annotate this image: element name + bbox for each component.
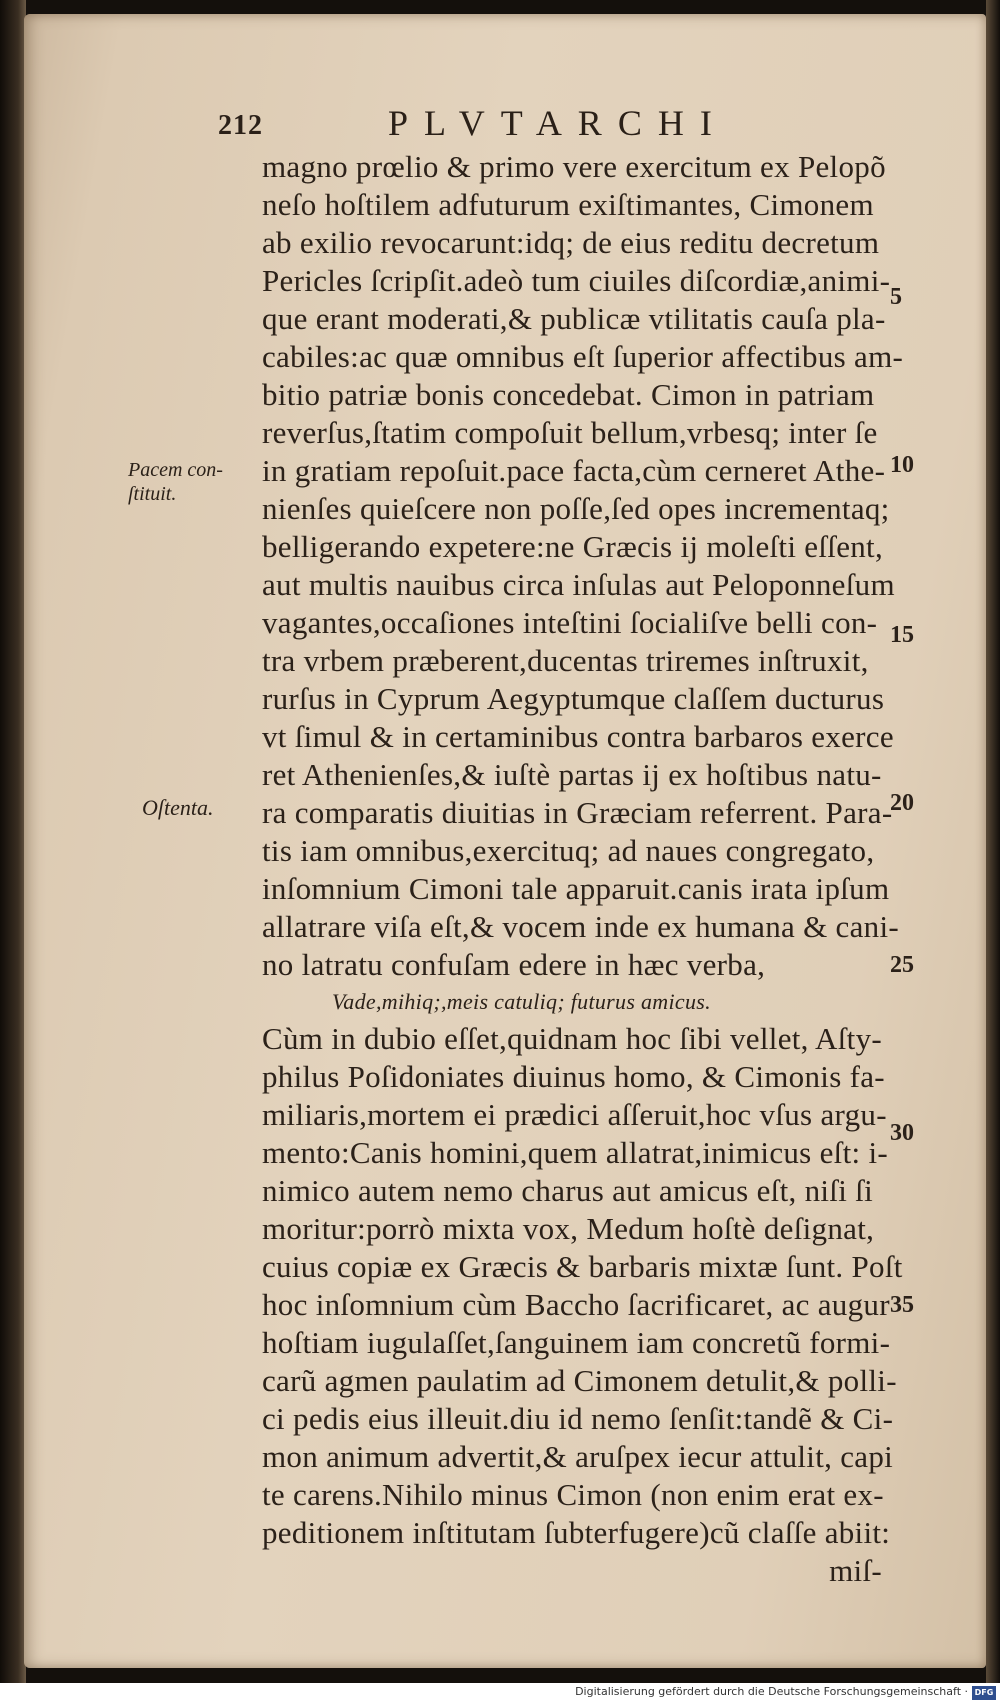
text-line: vt ſimul & in certaminibus contra barbaros exerce [262, 719, 894, 754]
text-line: tra vrbem præberent,ducentas triremes inſtruxit, [262, 643, 869, 678]
text-line: magno prœlio & primo vere exercitum ex Pelopõ [262, 149, 886, 184]
line-number-20: 20 [890, 790, 914, 816]
text-line: philus Poſidoniates diuinus homo, & Cimonis fa- [262, 1059, 885, 1094]
text-line: hoc inſomnium cùm Baccho ſacrificaret, ac augur [262, 1287, 890, 1322]
margin-note-peace [128, 458, 223, 506]
text-line: no latratu confuſam edere in hæc verba, [262, 947, 766, 982]
text-line: in gratiam repoſuit.pace facta,cùm cerneret Athe- [262, 453, 886, 488]
text-line: ret Athenienſes,& iuſtè partas ij ex hoſtibus natu- [262, 757, 882, 792]
line-number-10: 10 [890, 452, 914, 478]
book-spine-left [0, 0, 26, 1683]
catchword: miſ- [829, 1553, 882, 1588]
line-number-25: 25 [890, 952, 914, 978]
text-line: neſo hoſtilem adfuturum exiſtimantes, Cimonem [262, 187, 874, 222]
text-line: hoſtiam iugulaſſet,ſanguinem iam concretũ formi- [262, 1325, 891, 1360]
running-title: PLVTARCHI [388, 103, 728, 143]
text-line: cuius copiæ ex Græcis & barbaris mixtæ ſunt. Poſt [262, 1249, 903, 1284]
text-line: belligerando expetere:ne Græcis ij moleſti eſſent, [262, 529, 884, 564]
text-line: Cùm in dubio eſſet,quidnam hoc ſibi vellet, Aſty- [262, 1021, 882, 1056]
book-edge-right [986, 0, 1000, 1683]
text-line: Pericles ſcripſit.adeò tum ciuiles diſcordiæ,animi- [262, 263, 891, 298]
running-head [218, 88, 818, 143]
margin-note-line: ſtituit. [128, 483, 177, 505]
text-line: bitio patriæ bonis concedebat. Cimon in patriam [262, 377, 875, 412]
line-number-35: 35 [890, 1292, 914, 1318]
text-line: vagantes,occaſiones inteſtini ſocialiſve belli con- [262, 605, 878, 640]
line-number-15: 15 [890, 622, 914, 648]
text-line: rurſus in Cyprum Aegyptumque claſſem ducturus [262, 681, 885, 716]
text-line: te carens.Nihilo minus Cimon (non enim erat ex- [262, 1477, 884, 1512]
text-line: miliaris,mortem ei prædici aſſeruit,hoc vſus argu- [262, 1097, 887, 1132]
credit-text: Digitalisierung gefördert durch die Deutsche Forschungsgemeinschaft · [575, 1685, 968, 1698]
verse-line: Vade,mihiq;,meis catuliq; futurus amicus. [332, 989, 711, 1014]
text-line: moritur:porrò mixta vox, Medum hoſtè deſignat, [262, 1211, 875, 1246]
dfg-logo: DFG [972, 1686, 996, 1700]
text-line: mon animum advertit,& aruſpex iecur attulit, capi [262, 1439, 894, 1474]
text-line: mento:Canis homini,quem allatrat,inimicus eſt: i- [262, 1135, 888, 1170]
text-line: nienſes quieſcere non poſſe,ſed opes incrementaq; [262, 491, 890, 526]
text-line: tis iam omnibus,exercituq; ad naues congregato, [262, 833, 875, 868]
text-line: nimico autem nemo charus aut amicus eſt, niſi ſi [262, 1173, 873, 1208]
line-number-5: 5 [890, 284, 902, 310]
margin-note-omens [142, 796, 214, 820]
page-number: 212 [218, 110, 263, 141]
text-line: inſomnium Cimoni tale apparuit.canis irata ipſum [262, 871, 890, 906]
text-line: ci pedis eius illeuit.diu id nemo ſenſit:tandẽ & Ci- [262, 1401, 894, 1436]
margin-note-line: Pacem con- [128, 459, 223, 481]
margin-note-line: Oſtenta. [142, 795, 214, 820]
text-line: allatrare viſa eſt,& vocem inde ex humana & cani- [262, 909, 900, 944]
main-text-block [262, 148, 922, 1590]
text-line: carũ agmen paulatim ad Cimonem detulit,& polli- [262, 1363, 897, 1398]
text-line: cabiles:ac quæ omnibus eſt ſuperior affectibus am- [262, 339, 904, 374]
text-line: ab exilio revocarunt:idq; de eius reditu decretum [262, 225, 880, 260]
line-number-30: 30 [890, 1120, 914, 1146]
text-line: reverſus,ſtatim compoſuit bellum,vrbesq; inter ſe [262, 415, 878, 450]
digitization-credit-bar [0, 1683, 1000, 1703]
text-line: que erant moderati,& publicæ vtilitatis cauſa pla- [262, 301, 886, 336]
text-line: aut multis nauibus circa inſulas aut Peloponneſum [262, 567, 895, 602]
text-line: peditionem inſtitutam ſubterfugere)cũ claſſe abiit: [262, 1515, 891, 1550]
text-line: ra comparatis diuitias in Græciam referrent. Para- [262, 795, 893, 830]
